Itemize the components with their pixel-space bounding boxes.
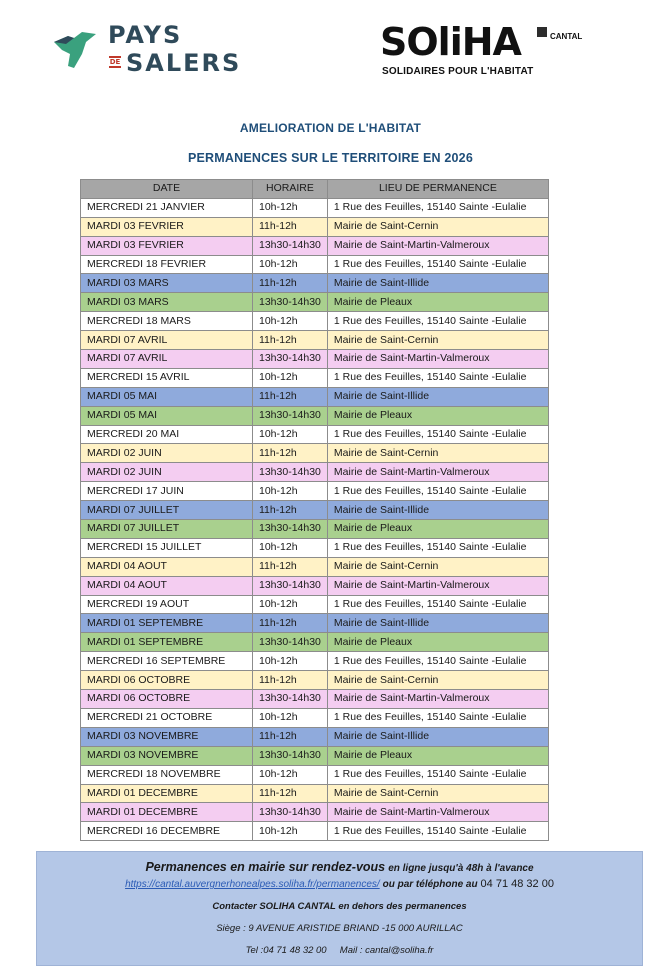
cell-date: MERCREDI 16 SEPTEMBRE — [81, 652, 253, 671]
table-row — [81, 538, 549, 557]
cell-horaire: 10h-12h — [253, 198, 328, 217]
cell-horaire: 10h-12h — [253, 708, 328, 727]
cell-horaire: 13h30-14h30 — [253, 520, 328, 539]
cell-lieu: Mairie de Pleaux — [327, 406, 548, 425]
de-word: DE — [109, 58, 121, 66]
cell-lieu: Mairie de Saint-Illide — [327, 501, 548, 520]
cell-lieu: Mairie de Saint-Illide — [327, 387, 548, 406]
cell-horaire: 11h-12h — [253, 274, 328, 293]
cell-horaire: 13h30-14h30 — [253, 293, 328, 312]
cell-lieu: Mairie de Saint-Cernin — [327, 671, 548, 690]
table-row — [81, 595, 549, 614]
table-row — [81, 463, 549, 482]
cell-date: MARDI 03 MARS — [81, 274, 253, 293]
cell-lieu: Mairie de Pleaux — [327, 633, 548, 652]
cell-horaire: 13h30-14h30 — [253, 576, 328, 595]
cell-lieu: Mairie de Saint-Martin-Valmeroux — [327, 576, 548, 595]
cell-lieu: 1 Rue des Feuilles, 15140 Sainte -Eulalie — [327, 425, 548, 444]
cell-horaire: 11h-12h — [253, 501, 328, 520]
cell-date: MARDI 06 OCTOBRE — [81, 671, 253, 690]
cell-horaire: 11h-12h — [253, 387, 328, 406]
soliha-logo — [380, 22, 600, 82]
cell-lieu: 1 Rue des Feuilles, 15140 Sainte -Eulalie — [327, 482, 548, 501]
cell-horaire: 13h30-14h30 — [253, 746, 328, 765]
table-row — [81, 784, 549, 803]
cell-lieu: Mairie de Saint-Martin-Valmeroux — [327, 236, 548, 255]
cell-date: MARDI 03 NOVEMBRE — [81, 746, 253, 765]
cell-date: MARDI 01 DECEMBRE — [81, 784, 253, 803]
cell-lieu: 1 Rue des Feuilles, 15140 Sainte -Eulalie — [327, 538, 548, 557]
cell-lieu: Mairie de Saint-Martin-Valmeroux — [327, 803, 548, 822]
cell-horaire: 11h-12h — [253, 784, 328, 803]
cell-lieu: Mairie de Pleaux — [327, 746, 548, 765]
cell-lieu: 1 Rue des Feuilles, 15140 Sainte -Eulalie — [327, 708, 548, 727]
cell-lieu: Mairie de Pleaux — [327, 293, 548, 312]
cell-lieu: 1 Rue des Feuilles, 15140 Sainte -Eulalie — [327, 595, 548, 614]
cell-lieu: Mairie de Saint-Martin-Valmeroux — [327, 350, 548, 369]
table-row — [81, 368, 549, 387]
cell-lieu: Mairie de Saint-Cernin — [327, 331, 548, 350]
table-row — [81, 633, 549, 652]
cell-horaire: 13h30-14h30 — [253, 350, 328, 369]
phone-number: 04 71 48 32 00 — [480, 878, 554, 890]
booking-line — [37, 878, 642, 890]
cell-horaire: 10h-12h — [253, 312, 328, 331]
pays-de-salers-emblem-icon — [52, 28, 98, 74]
cell-date: MARDI 06 OCTOBRE — [81, 690, 253, 709]
cell-date: MERCREDI 17 JUIN — [81, 482, 253, 501]
cell-lieu: 1 Rue des Feuilles, 15140 Sainte -Eulalie — [327, 368, 548, 387]
table-row — [81, 727, 549, 746]
cell-date: MARDI 01 DECEMBRE — [81, 803, 253, 822]
cell-date: MERCREDI 21 JANVIER — [81, 198, 253, 217]
cell-horaire: 11h-12h — [253, 557, 328, 576]
cell-lieu: Mairie de Saint-Cernin — [327, 784, 548, 803]
appointment-line — [37, 860, 642, 874]
cell-date: MARDI 01 SEPTEMBRE — [81, 614, 253, 633]
cell-horaire: 13h30-14h30 — [253, 236, 328, 255]
table-row — [81, 614, 549, 633]
phone-prefix: ou par téléphone au — [382, 879, 478, 890]
table-row — [81, 350, 549, 369]
cell-date: MARDI 03 FEVRIER — [81, 217, 253, 236]
cell-horaire: 10h-12h — [253, 368, 328, 387]
table-row — [81, 331, 549, 350]
cell-lieu: 1 Rue des Feuilles, 15140 Sainte -Eulalie — [327, 312, 548, 331]
cell-date: MARDI 03 MARS — [81, 293, 253, 312]
contact-text: Contacter SOLIHA CANTAL en dehors des permanences — [212, 901, 467, 912]
appointment-delay: en ligne jusqu'à 48h à l'avance — [388, 863, 534, 874]
table-row — [81, 765, 549, 784]
table-row — [81, 746, 549, 765]
cell-date: MARDI 05 MAI — [81, 406, 253, 425]
soliha-square-icon — [537, 27, 547, 37]
cell-lieu: 1 Rue des Feuilles, 15140 Sainte -Eulalie — [327, 198, 548, 217]
table-row — [81, 520, 549, 539]
cell-date: MARDI 07 JUILLET — [81, 520, 253, 539]
table-row — [81, 708, 549, 727]
contact-footer — [36, 851, 643, 966]
cell-horaire: 11h-12h — [253, 331, 328, 350]
cell-horaire: 10h-12h — [253, 255, 328, 274]
cell-horaire: 11h-12h — [253, 614, 328, 633]
cell-date: MARDI 05 MAI — [81, 387, 253, 406]
cell-horaire: 13h30-14h30 — [253, 406, 328, 425]
table-row — [81, 198, 549, 217]
cell-date: MERCREDI 20 MAI — [81, 425, 253, 444]
pays-de-salers-logo — [52, 22, 272, 80]
page-subtitle: PERMANENCES SUR LE TERRITOIRE EN 2026 — [187, 151, 473, 165]
cell-lieu: Mairie de Saint-Illide — [327, 727, 548, 746]
table-row — [81, 690, 549, 709]
table-row — [81, 557, 549, 576]
cell-horaire: 13h30-14h30 — [253, 633, 328, 652]
page-title: AMELIORATION DE L'HABITAT — [239, 121, 422, 135]
permanences-table — [80, 179, 549, 841]
cell-horaire: 13h30-14h30 — [253, 463, 328, 482]
soliha-region: CANTAL — [550, 32, 583, 41]
table-row — [81, 482, 549, 501]
cell-lieu: Mairie de Saint-Martin-Valmeroux — [327, 690, 548, 709]
appointment-title: Permanences en mairie sur rendez-vous — [145, 860, 386, 874]
cell-date: MERCREDI 21 OCTOBRE — [81, 708, 253, 727]
table-row — [81, 501, 549, 520]
cell-date: MERCREDI 18 FEVRIER — [81, 255, 253, 274]
cell-date: MARDI 07 JUILLET — [81, 501, 253, 520]
cell-date: MERCREDI 16 DECEMBRE — [81, 822, 253, 841]
cell-horaire: 10h-12h — [253, 652, 328, 671]
cell-lieu: 1 Rue des Feuilles, 15140 Sainte -Eulalie — [327, 255, 548, 274]
cell-lieu: Mairie de Saint-Illide — [327, 614, 548, 633]
table-row — [81, 425, 549, 444]
booking-link[interactable]: https://cantal.auvergnerhonealpes.soliha.fr/permanences/ — [125, 879, 380, 890]
cell-date: MERCREDI 18 MARS — [81, 312, 253, 331]
cell-horaire: 10h-12h — [253, 765, 328, 784]
tel-mail: Tel :04 71 48 32 00 Mail : cantal@soliha.fr — [245, 945, 434, 956]
header-date: DATE — [81, 180, 253, 199]
table-row — [81, 312, 549, 331]
table-row — [81, 255, 549, 274]
cell-lieu: 1 Rue des Feuilles, 15140 Sainte -Eulalie — [327, 765, 548, 784]
cell-date: MERCREDI 15 AVRIL — [81, 368, 253, 387]
cell-date: MARDI 07 AVRIL — [81, 350, 253, 369]
cell-date: MARDI 01 SEPTEMBRE — [81, 633, 253, 652]
cell-horaire: 11h-12h — [253, 217, 328, 236]
table-header-row — [81, 180, 549, 199]
cell-lieu: Mairie de Saint-Illide — [327, 274, 548, 293]
table-row — [81, 444, 549, 463]
cell-lieu: Mairie de Saint-Cernin — [327, 217, 548, 236]
table-row — [81, 803, 549, 822]
cell-date: MARDI 03 NOVEMBRE — [81, 727, 253, 746]
cell-horaire: 11h-12h — [253, 671, 328, 690]
cell-horaire: 10h-12h — [253, 595, 328, 614]
cell-lieu: 1 Rue des Feuilles, 15140 Sainte -Eulalie — [327, 822, 548, 841]
pays-word: PAYS — [108, 21, 183, 49]
table-row — [81, 387, 549, 406]
cell-horaire: 13h30-14h30 — [253, 803, 328, 822]
cell-horaire: 10h-12h — [253, 482, 328, 501]
cell-horaire: 10h-12h — [253, 538, 328, 557]
cell-date: MARDI 02 JUIN — [81, 444, 253, 463]
cell-horaire: 11h-12h — [253, 444, 328, 463]
salers-word: SALERS — [126, 49, 242, 77]
cell-date: MERCREDI 15 JUILLET — [81, 538, 253, 557]
cell-date: MARDI 04 AOUT — [81, 557, 253, 576]
cell-horaire: 10h-12h — [253, 425, 328, 444]
header-lieu: LIEU DE PERMANENCE — [327, 180, 548, 199]
cell-horaire: 13h30-14h30 — [253, 690, 328, 709]
cell-date: MARDI 07 AVRIL — [81, 331, 253, 350]
table-row — [81, 293, 549, 312]
cell-date: MARDI 03 FEVRIER — [81, 236, 253, 255]
cell-lieu: Mairie de Saint-Martin-Valmeroux — [327, 463, 548, 482]
table-row — [81, 236, 549, 255]
cell-horaire: 10h-12h — [253, 822, 328, 841]
cell-date: MARDI 04 AOUT — [81, 576, 253, 595]
cell-lieu: Mairie de Saint-Cernin — [327, 557, 548, 576]
table-row — [81, 652, 549, 671]
cell-date: MARDI 02 JUIN — [81, 463, 253, 482]
table-row — [81, 406, 549, 425]
cell-lieu: Mairie de Saint-Cernin — [327, 444, 548, 463]
table-row — [81, 671, 549, 690]
table-row — [81, 822, 549, 841]
table-row — [81, 576, 549, 595]
soliha-tagline: SOLIDAIRES POUR L'HABITAT — [382, 66, 534, 77]
siege-address: Siège : 9 AVENUE ARISTIDE BRIAND -15 000 AURILLAC — [216, 923, 463, 934]
cell-date: MERCREDI 19 AOUT — [81, 595, 253, 614]
header-horaire: HORAIRE — [253, 180, 328, 199]
cell-lieu: 1 Rue des Feuilles, 15140 Sainte -Eulalie — [327, 652, 548, 671]
cell-lieu: Mairie de Pleaux — [327, 520, 548, 539]
cell-date: MERCREDI 18 NOVEMBRE — [81, 765, 253, 784]
cell-horaire: 11h-12h — [253, 727, 328, 746]
table-row — [81, 274, 549, 293]
soliha-wordmark: SOliHA — [380, 20, 521, 64]
table-row — [81, 217, 549, 236]
